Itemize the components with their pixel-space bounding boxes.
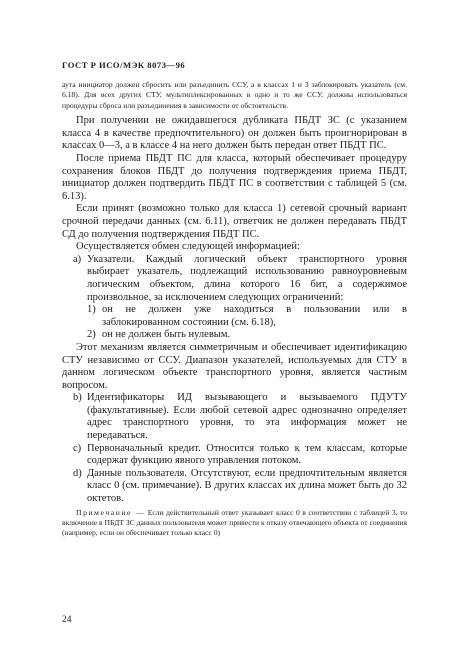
- list-item-text: Первоначальный кредит. Относится только к тем классам, которые содержат функцию явного управления потоком.: [87, 442, 407, 467]
- list-item-text: Идентификаторы ИД вызывающего и вызываемого ПДУТУ (факультативные). Если любой сетевой адрес однозначно определяет адрес транспортного уровня, то эта информация может не передаваться.: [87, 392, 407, 442]
- note-text: Если действительный ответ указывает класс 0 в соответствии с таблицей 3, то включение в ПБДТ ЗС данных пользователя может привести к отказу отвечающего объекта от соединения (например, если он обеспечивает только класс 0): [62, 507, 408, 538]
- sub-list-item: [62, 329, 407, 342]
- list-marker: а): [73, 253, 82, 265]
- list-item-b: [62, 392, 407, 442]
- page-number: 24: [62, 615, 72, 625]
- sub-list-marker: 1): [87, 304, 96, 316]
- sub-list-marker: 2): [87, 329, 96, 341]
- paragraph-exchange-intro: Осуществляется обмен следующей информацией:: [76, 241, 300, 253]
- list-item-text: Указатели. Каждый логический объект транспортного уровня выбирает указатель, подлежащий использованию равноуровневым логическим объектом, длина которого 16 бит, а содержимое произвольное, за исключением следующих ограничений:: [87, 253, 407, 303]
- paragraph-duplicate-tpdu: При получении не ожидавшегося дубликата ПБДТ ЗС (с указанием класса 4 в качестве предпочтительного) он должен быть проигнорирован в классах 0—3, а в классе 4 на него должен быть передан ответ ПБДТ ПС.: [62, 115, 407, 152]
- paragraph-cc-receipt: После приема ПБДТ ПС для класса, который обеспечивает процедуру сохранения блоков ПБДТ до получения подтверждения приема ПБДТ, инициатор должен подтвердить ПБДТ ПС в соответствии с таблицей 5 (см. 6.13).: [62, 153, 407, 202]
- body-text: [62, 80, 407, 539]
- sub-list-item: [62, 304, 407, 329]
- list-marker: с): [73, 442, 82, 454]
- list-item-d: [62, 468, 407, 506]
- list-item-c: [62, 443, 407, 468]
- paragraph-mechanism: Этот механизм является симметричным и обеспечивает идентификацию СТУ независимо от ССУ. Диапазон указателей, используемых для СТУ в данном логическом объекте транспортного уровня, является частным вопросом.: [62, 341, 407, 391]
- note-lead: Примечание —: [76, 507, 146, 517]
- note-paragraph: [62, 508, 407, 539]
- list-marker: d): [73, 467, 82, 479]
- list-item-text: Данные пользователя. Отсутствуют, если предпочтительным является класс 0 (см. примечание). В других классах их длина может быть до 32 октетов.: [87, 467, 407, 505]
- sub-list-item-text: он не должен быть нулевым.: [102, 329, 231, 341]
- paragraph-expedited: Если принят (возможно только для класса 1) сетевой срочный вариант срочной передачи данных (см. 6.11), ответчик не должен передавать ПБДТ СД до получения подтверждения ПБДТ ПС.: [62, 203, 407, 240]
- list-item-a: [62, 254, 407, 304]
- intro-paragraph-small: аута инициатор должен сбросить или разъединить ССУ, а в классах 1 и 3 заблокировать указатель (см. 6.18). Для всех других СТУ, мультиплексированных в одно и то же ССУ, должны использоваться процедуры сброса или разъединения в зависимости от обстоятельств.: [62, 80, 407, 110]
- running-header: ГОСТ Р ИСО/МЭК 8073—96: [62, 60, 186, 70]
- sub-list-item-text: он не должен уже находиться в пользовании или в заблокированном состоянии (см. 6.18),: [102, 304, 407, 328]
- list-marker: b): [73, 392, 82, 404]
